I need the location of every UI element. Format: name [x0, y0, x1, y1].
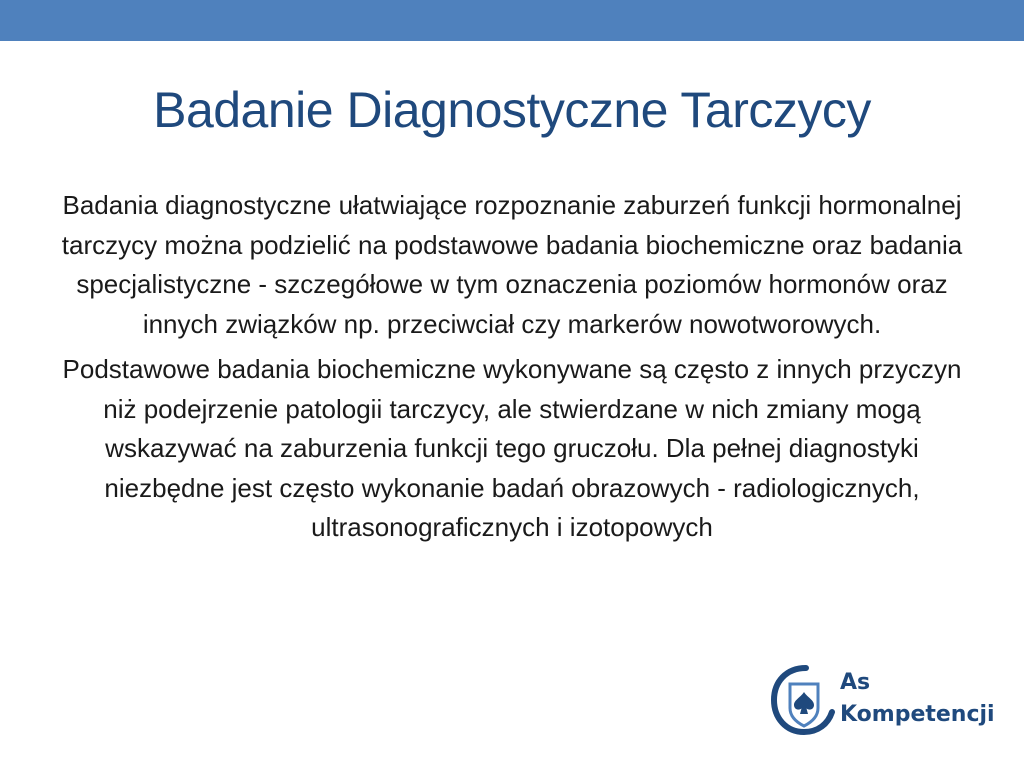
slide-body — [56, 186, 968, 554]
logo-line-1: As — [840, 670, 871, 695]
as-kompetencji-logo — [768, 660, 998, 750]
logo-line-2: Kompetencji — [840, 702, 995, 727]
spade-badge-icon — [768, 660, 838, 740]
paragraph-1: Badania diagnostyczne ułatwiające rozpoznanie zaburzeń funkcji hormonalnej tarczycy można podzielić na podstawowe badania biochemiczne oraz badania specjalistyczne - szczegółowe w tym oznaczenia poziomów hormonów oraz innych związków np. przeciwciał czy markerów nowotworowych. — [61, 190, 963, 339]
paragraph-2: Podstawowe badania biochemiczne wykonywane są często z innych przyczyn niż podejrzenie patologii tarczycy, ale stwierdzane w nich zmiany mogą wskazywać na zaburzenia funkcji tego gruczołu. Dla pełnej diagnostyki niezbędne jest często wykonanie badań obrazowych - radiologicznych, ultrasonograficznych i izotopowych — [62, 354, 962, 542]
slide-title: Badanie Diagnostyczne Tarczycy — [153, 82, 871, 138]
top-accent-bar — [0, 0, 1024, 41]
